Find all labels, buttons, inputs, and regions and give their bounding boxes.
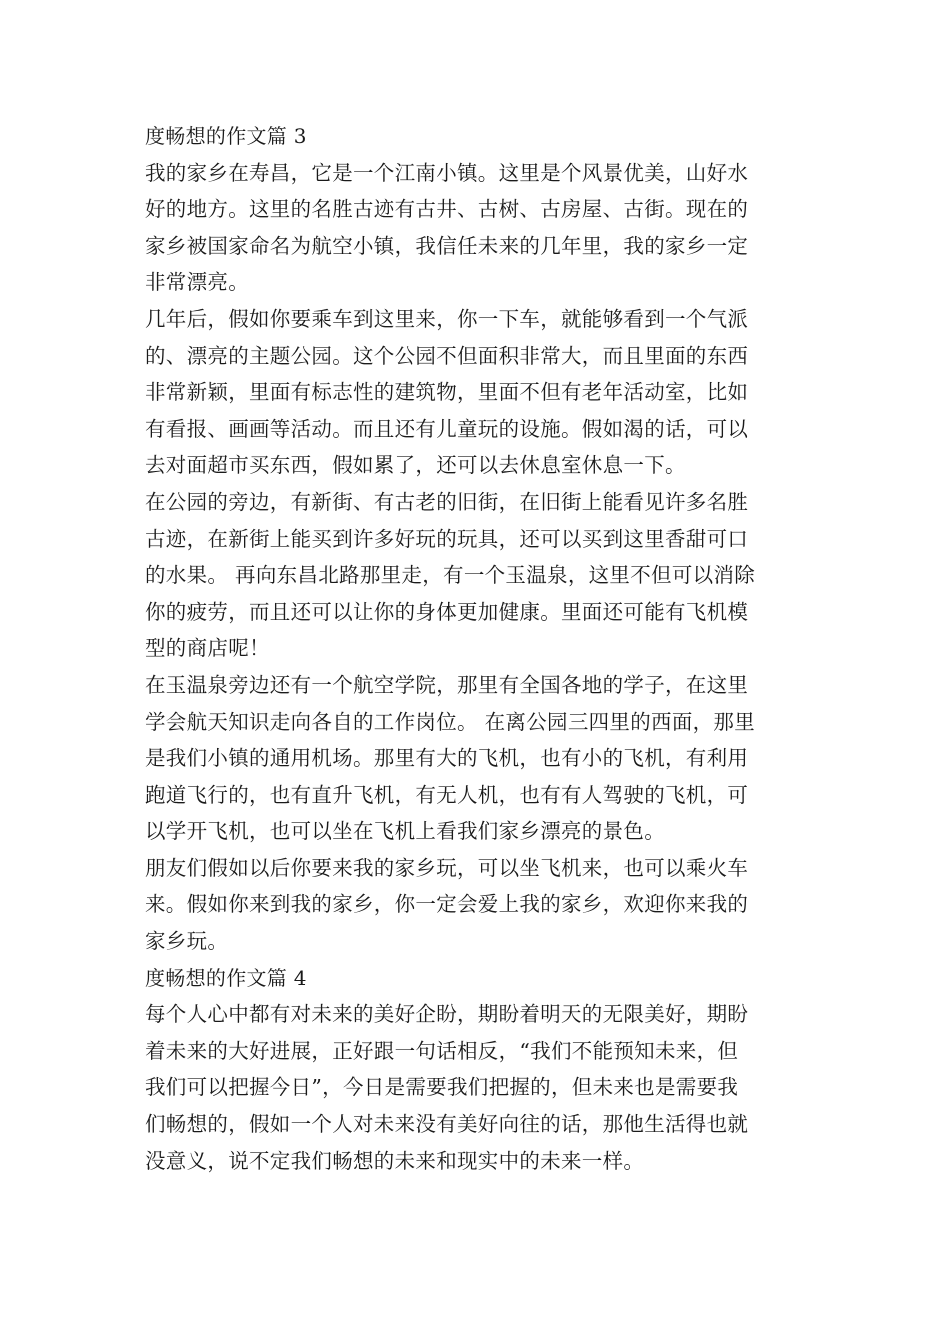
text-line: 我的家乡在寿昌，它是一个江南小镇。这里是个风景优美，山好水 bbox=[145, 160, 749, 185]
text-line: 的水果。 再向东昌北路那里走，有一个玉温泉，这里不但可以消除 bbox=[145, 563, 756, 588]
text-line: 我们可以把握今日”，今日是需要我们把握的，但未来也是需要我 bbox=[145, 1075, 739, 1100]
text-line: 在玉温泉旁边还有一个航空学院，那里有全国各地的学子，在这里 bbox=[145, 672, 749, 697]
document-body bbox=[145, 118, 810, 1179]
text-line: 在公园的旁边，有新街、有古老的旧街，在旧街上能看见许多名胜 bbox=[145, 489, 749, 514]
text-line: 每个人心中都有对未来的美好企盼，期盼着明天的无限美好，期盼 bbox=[145, 1002, 749, 1027]
text-line: 家乡玩。 bbox=[145, 929, 229, 954]
text-line: 跑道飞行的，也有直升飞机，有无人机，也有有人驾驶的飞机，可 bbox=[145, 782, 749, 807]
text-line: 学会航天知识走向各自的工作岗位。 在离公园三四里的西面，那里 bbox=[145, 709, 756, 734]
text-line: 来。假如你来到我的家乡，你一定会爱上我的家乡，欢迎你来我的 bbox=[145, 892, 749, 917]
text-line: 去对面超市买东西，假如累了，还可以去休息室休息一下。 bbox=[145, 453, 686, 478]
text-line: 几年后，假如你要乘车到这里来，你一下车，就能够看到一个气派 bbox=[145, 306, 749, 331]
text-line: 们畅想的，假如一个人对未来没有美好向往的话，那他生活得也就 bbox=[145, 1112, 749, 1137]
section-heading-3: 度畅想的作文篇 3 bbox=[145, 124, 307, 148]
text-line: 你的疲劳，而且还可以让你的身体更加健康。里面还可能有飞机模 bbox=[145, 599, 749, 624]
text-line: 的、漂亮的主题公园。这个公园不但面积非常大，而且里面的东西 bbox=[145, 343, 749, 368]
text-line: 好的地方。这里的名胜古迹有古井、古树、古房屋、古街。现在的 bbox=[145, 197, 749, 222]
text-line: 型的商店呢！ bbox=[145, 636, 270, 661]
text-line: 是我们小镇的通用机场。那里有大的飞机，也有小的飞机，有利用 bbox=[145, 746, 749, 771]
text-line: 古迹，在新街上能买到许多好玩的玩具，还可以买到这里香甜可口 bbox=[145, 526, 749, 551]
text-line: 非常漂亮。 bbox=[145, 270, 249, 295]
text-line: 非常新颖，里面有标志性的建筑物，里面不但有老年活动室，比如 bbox=[145, 380, 749, 405]
text-line: 有看报、画画等活动。而且还有儿童玩的设施。假如渴的话，可以 bbox=[145, 416, 749, 441]
text-line: 没意义，说不定我们畅想的未来和现实中的未来一样。 bbox=[145, 1148, 645, 1173]
text-line: 朋友们假如以后你要来我的家乡玩，可以坐飞机来，也可以乘火车 bbox=[145, 855, 749, 880]
section-heading-4: 度畅想的作文篇 4 bbox=[145, 965, 307, 990]
text-line: 家乡被国家命名为航空小镇，我信任未来的几年里，我的家乡一定 bbox=[145, 233, 749, 258]
text-line: 以学开飞机，也可以坐在飞机上看我们家乡漂亮的景色。 bbox=[145, 819, 665, 844]
text-line: 着未来的大好进展，正好跟一句话相反，“我们不能预知未来，但 bbox=[145, 1038, 739, 1063]
